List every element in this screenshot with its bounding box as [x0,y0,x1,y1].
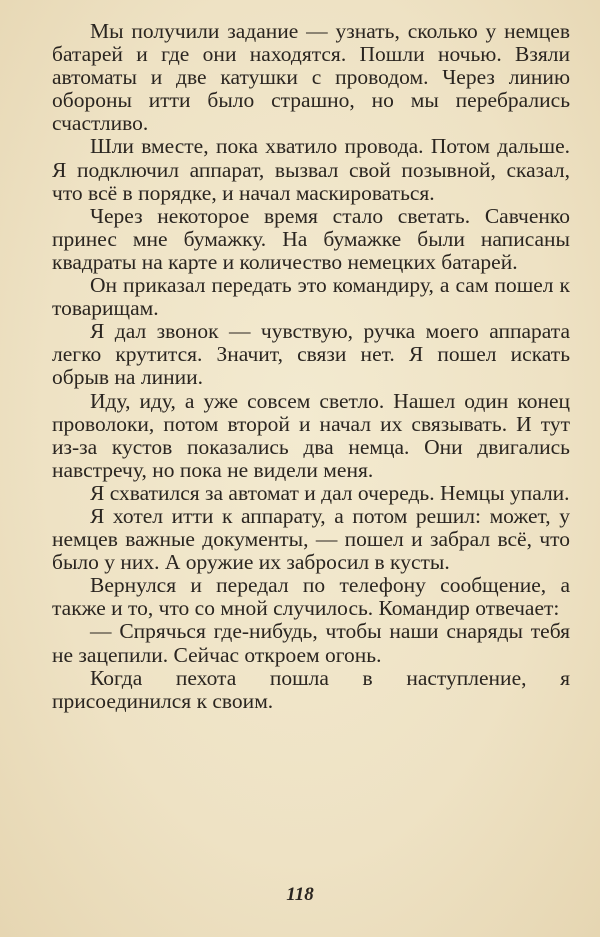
paragraph: Через некоторое время стало светать. Савченко принес мне бумажку. На бумажке были написаны квадраты на карте и количество немецких батарей. [52,203,570,274]
paragraph: Мы получили задание — узнать, сколько у немцев батарей и где они находятся. Пошли ночью. Взяли автоматы и две катушки с проводом. Через линию обороны итти было страшно, но мы перебрались счастливо. [52,19,570,136]
page-body-text [52,20,570,713]
paragraph: Вернулся и передал по телефону сообщение, а также и то, что со мной случилось. Командир отвечает: [52,573,570,621]
paragraph: Я дал звонок — чувствую, ручка моего аппарата легко крутится. Значит, связи нет. Я пошел искать обрыв на линии. [52,319,570,390]
paragraph: Шли вместе, пока хватило провода. Потом дальше. Я подключил аппарат, вызвал свой позывной, сказал, что всё в порядке, и начал маскироваться. [52,134,570,205]
paragraph: Я схватился за автомат и дал очередь. Немцы упали. [90,480,570,505]
paragraph: — Спрячься где-нибудь, чтобы наши снаряды тебя не зацепили. Сейчас откроем огонь. [52,619,570,667]
paragraph: Иду, иду, а уже совсем светло. Нашел один конец проволоки, потом второй и начал их связывать. И тут из-за кустов показались два немца. Они двигались навстречу, но пока не видели меня. [52,388,570,482]
page-number: 118 [286,884,314,905]
paragraph: Он приказал передать это командиру, а сам пошел к товарищам. [52,273,570,321]
paragraph: Когда пехота пошла в наступление, я присоединился к своим. [52,665,570,713]
paragraph: Я хотел итти к аппарату, а потом решил: может, у немцев важные документы, — пошел и забрал всё, что было у них. А оружие их забросил в кусты. [52,503,570,575]
